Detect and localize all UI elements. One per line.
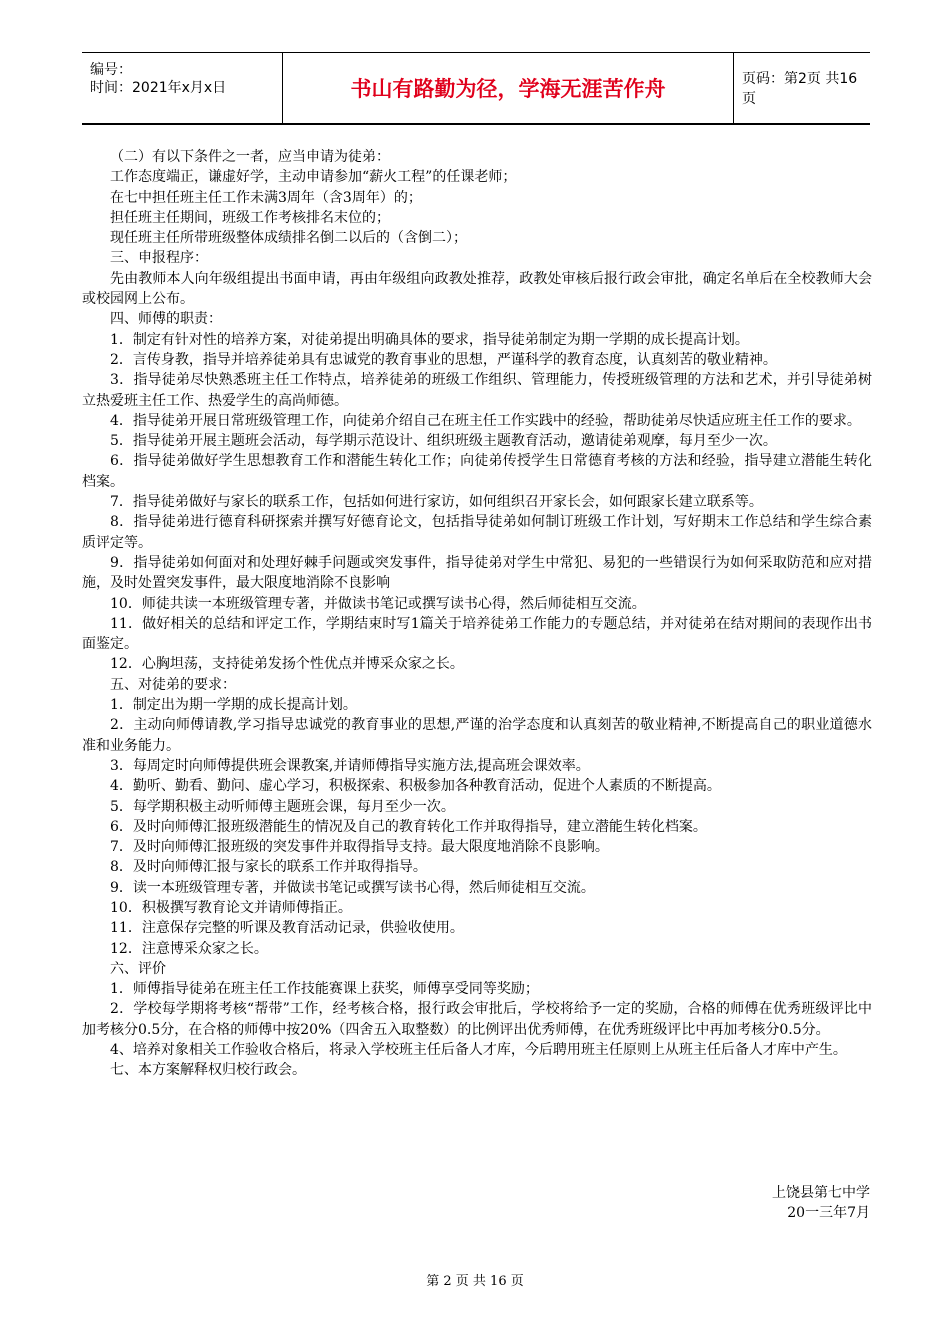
paragraph: 先由教师本人向年级组提出书面申请，再由年级组向政教处推荐，政教处审核后报行政会审批，确定名单后在全校教师大会或校园网上公布。	[82, 270, 872, 308]
paragraph: 1．制定出为期一学期的成长提高计划。	[110, 697, 357, 714]
paragraph: 12．注意博采众家之长。	[110, 940, 268, 957]
page-footer: 第 2 页 共 16 页	[426, 1274, 524, 1289]
paragraph: 8．指导徒弟进行德育科研探索并撰写好德育论文，包括指导徒弟如何制订班级工作计划，写好期末工作总结和学生综合素质评定等。	[82, 514, 872, 551]
header-page-number: 页码：第2页 共16页	[742, 71, 858, 107]
paragraph: 1．师傅指导徒弟在班主任工作技能赛课上获奖，师傅享受同等奖励；	[110, 981, 539, 998]
signature-date: 20一三年7月	[787, 1205, 870, 1221]
paragraph: 11．注意保存完整的听课及教育活动记录，供验收使用。	[110, 920, 464, 937]
paragraph: 三、申报程序：	[110, 250, 208, 267]
paragraph: 8．及时向师傅汇报与家长的联系工作并取得指导。	[110, 859, 427, 876]
paragraph: 2．主动向师傅请教,学习指导忠诚党的教育事业的思想,严谨的治学态度和认真刻苦的敬业精神,不断提高自己的职业道德水准和业务能力。	[82, 717, 872, 754]
paragraph: 12．心胸坦荡，支持徒弟发扬个性优点并博采众家之长。	[110, 656, 464, 673]
document-body	[82, 147, 872, 1081]
paragraph: 9．读一本班级管理专著，并做读书笔记或撰写读书心得，然后师徒相互交流。	[110, 879, 595, 896]
paragraph: 五、对徒弟的要求：	[110, 676, 236, 693]
paragraph: 2．学校每学期将考核“帮带”工作，经考核合格，报行政会审批后，学校将给予一定的奖励，合格的师傅在优秀班级评比中加考核分0.5分，在合格的师傅中按20%（四舍五入取整数）的比例评出优秀师傅，在优秀班级评比中再加考核分0.5分。	[82, 1001, 872, 1038]
paragraph: 6．及时向师傅汇报班级潜能生的情况及自己的教育转化工作并取得指导，建立潜能生转化档案。	[110, 818, 707, 835]
paragraph: 现任班主任所带班级整体成绩排名倒二以后的（含倒二）；	[110, 230, 467, 247]
paragraph: 1．制定有针对性的培养方案，对徒弟提出明确具体的要求，指导徒弟制定为期一学期的成长提高计划。	[110, 331, 749, 348]
paragraph: 3．每周定时向师傅提供班会课教案,并请师傅指导实施方法,提高班会课效率。	[110, 757, 590, 774]
header-meta	[90, 61, 226, 97]
paragraph: 在七中担任班主任工作未满3周年（含3周年）的；	[110, 189, 422, 206]
paragraph: 9．指导徒弟如何面对和处理好棘手问题或突发事件，指导徒弟对学生中常犯、易犯的一些错误行为如何采取防范和应对措施，及时处置突发事件，最大限度地消除不良影响	[82, 554, 872, 592]
paragraph: 6．指导徒弟做好学生思想教育工作和潜能生转化工作；向徒弟传授学生日常德育考核的方法和经验，指导建立潜能生转化档案。	[82, 453, 872, 490]
paragraph: （二）有以下条件之一者，应当申请为徒弟：	[110, 149, 390, 165]
paragraph: 2．言传身教，指导并培养徒弟具有忠诚党的教育事业的思想，严谨科学的教育态度，认真刻苦的敬业精神。	[110, 351, 777, 368]
paragraph: 担任班主任期间，班级工作考核排名末位的；	[110, 209, 390, 226]
paragraph: 七、本方案解释权归校行政会。	[110, 1062, 306, 1079]
header-time: 时间：2021年x月x日	[90, 80, 227, 96]
paragraph: 4．勤听、勤看、勤问、虚心学习，积极探索、积极参加各种教育活动，促进个人素质的不断提高。	[110, 778, 721, 795]
paragraph: 10．师徒共读一本班级管理专著，并做读书笔记或撰写读书心得，然后师徒相互交流。	[110, 595, 646, 612]
paragraph: 3．指导徒弟尽快熟悉班主任工作特点，培养徒弟的班级工作组织、管理能力，传授班级管理的方法和艺术，并引导徒弟树立热爱班主任工作、热爱学生的高尚师德。	[82, 372, 872, 409]
signature-block	[772, 1183, 870, 1223]
paragraph: 4．指导徒弟开展日常班级管理工作，向徒弟介绍自己在班主任工作实践中的经验，帮助徒弟尽快适应班主任工作的要求。	[110, 412, 861, 429]
paragraph: 7．及时向师傅汇报班级的突发事件并取得指导支持。最大限度地消除不良影响。	[110, 839, 609, 856]
paragraph: 5．指导徒弟开展主题班会活动，每学期示范设计、组织班级主题教育活动，邀请徒弟观摩，每月至少一次。	[110, 433, 777, 450]
header-number: 编号：	[90, 62, 132, 78]
page-header	[82, 52, 870, 125]
signature-school: 上饶县第七中学	[772, 1185, 870, 1201]
header-motto: 书山有路勤为径，学海无涯苦作舟	[282, 53, 734, 123]
paragraph: 7．指导徒弟做好与家长的联系工作，包括如何进行家访，如何组织召开家长会，如何跟家长建立联系等。	[110, 494, 763, 511]
paragraph: 工作态度端正，谦虚好学，主动申请参加“薪火工程”的任课老师；	[110, 169, 517, 186]
paragraph: 4、培养对象相关工作验收合格后，将录入学校班主任后备人才库，今后聘用班主任原则上从班主任后备人才库中产生。	[110, 1042, 847, 1059]
paragraph: 5．每学期积极主动听师傅主题班会课，每月至少一次。	[110, 798, 455, 815]
paragraph: 六、评价	[110, 960, 166, 977]
paragraph: 四、师傅的职责：	[110, 311, 222, 328]
paragraph: 11．做好相关的总结和评定工作，学期结束时写1篇关于培养徒弟工作能力的专题总结，并对徒弟在结对期间的表现作出书面鉴定。	[82, 615, 872, 653]
paragraph: 10．积极撰写教育论文并请师傅指正。	[110, 899, 352, 916]
